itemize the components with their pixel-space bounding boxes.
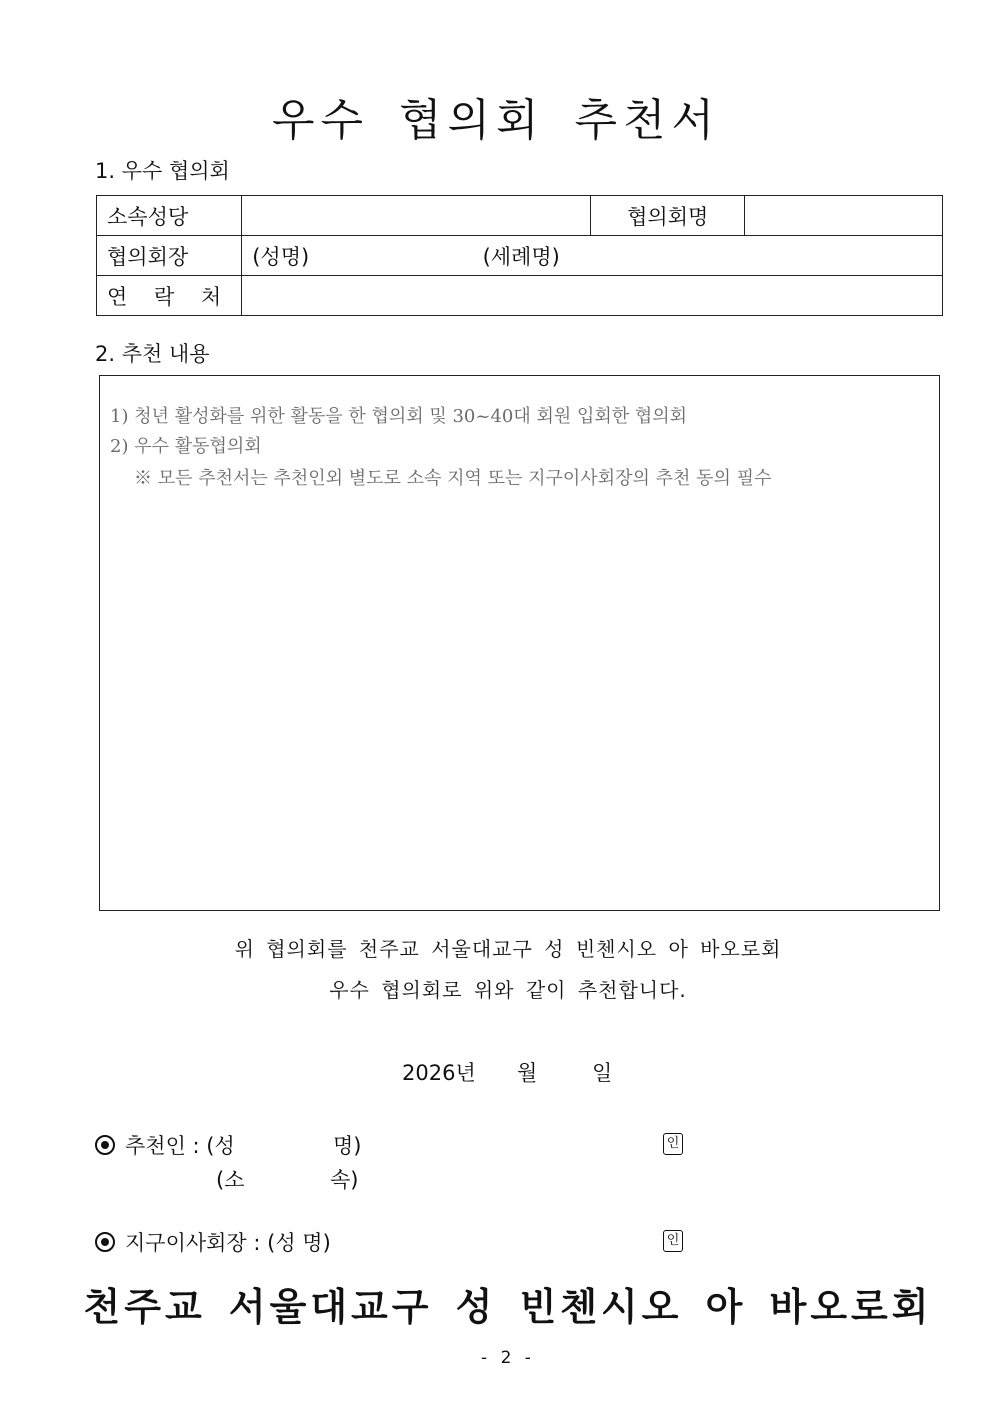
table-row [97, 196, 943, 236]
recommendation-content-box[interactable] [99, 375, 940, 911]
guide-line: 2) 우수 활동협의회 [110, 436, 262, 457]
president-field[interactable] [242, 236, 943, 276]
recommender-name-end: 명) [333, 1134, 362, 1158]
contact-label: 연 락 처 [97, 276, 242, 316]
radio-bullet-icon [95, 1135, 115, 1155]
page-title: 우수 협의회 추천서 [271, 95, 720, 146]
affiliation-end: 속) [330, 1168, 359, 1192]
recommender-line [95, 1130, 235, 1160]
guide-note: ※ 모든 추천서는 추천인외 별도로 소속 지역 또는 지구이사회장의 추천 동의 필수 [134, 468, 772, 489]
association-name-field[interactable] [745, 196, 943, 236]
table-row [97, 236, 943, 276]
date-day: 일 [592, 1061, 613, 1085]
date-month: 월 [517, 1061, 538, 1085]
statement-line-1: 위 협의회를 천주교 서울대교구 성 빈첸시오 아 바오로회 [234, 937, 782, 961]
parish-field[interactable] [242, 196, 591, 236]
affiliation-start: (소 [216, 1168, 245, 1192]
table-row [97, 276, 943, 316]
organization-name: 천주교 서울대교구 성 빈첸시오 아 바오로회 [83, 1285, 933, 1329]
seal-stamp-icon: 인 [663, 1133, 683, 1155]
contact-field[interactable] [242, 276, 943, 316]
recommender-label: 추천인 : (성 [125, 1134, 235, 1158]
district-head-label: 지구이사회장 : (성 명) [125, 1231, 331, 1255]
parish-label: 소속성당 [97, 196, 242, 236]
association-info-table [96, 195, 943, 316]
name-label: (성명) [252, 244, 310, 269]
guide-line: 1) 청년 활성화를 위한 활동을 한 협의회 및 30~40대 회원 입회한 협의회 [110, 406, 688, 427]
baptismal-name-label: (세례명) [482, 244, 560, 269]
section-2-heading: 2. 추천 내용 [95, 342, 210, 366]
page-number: - 2 - [481, 1348, 535, 1368]
president-label: 협의회장 [97, 236, 242, 276]
district-head-line [95, 1227, 331, 1257]
seal-stamp-icon: 인 [663, 1230, 683, 1252]
section-1-heading: 1. 우수 협의회 [95, 159, 230, 183]
radio-bullet-icon [95, 1232, 115, 1252]
date-year: 2026년 [402, 1061, 476, 1085]
statement-line-2: 우수 협의회로 위와 같이 추천합니다. [329, 978, 687, 1002]
association-name-label: 협의회명 [591, 196, 745, 236]
